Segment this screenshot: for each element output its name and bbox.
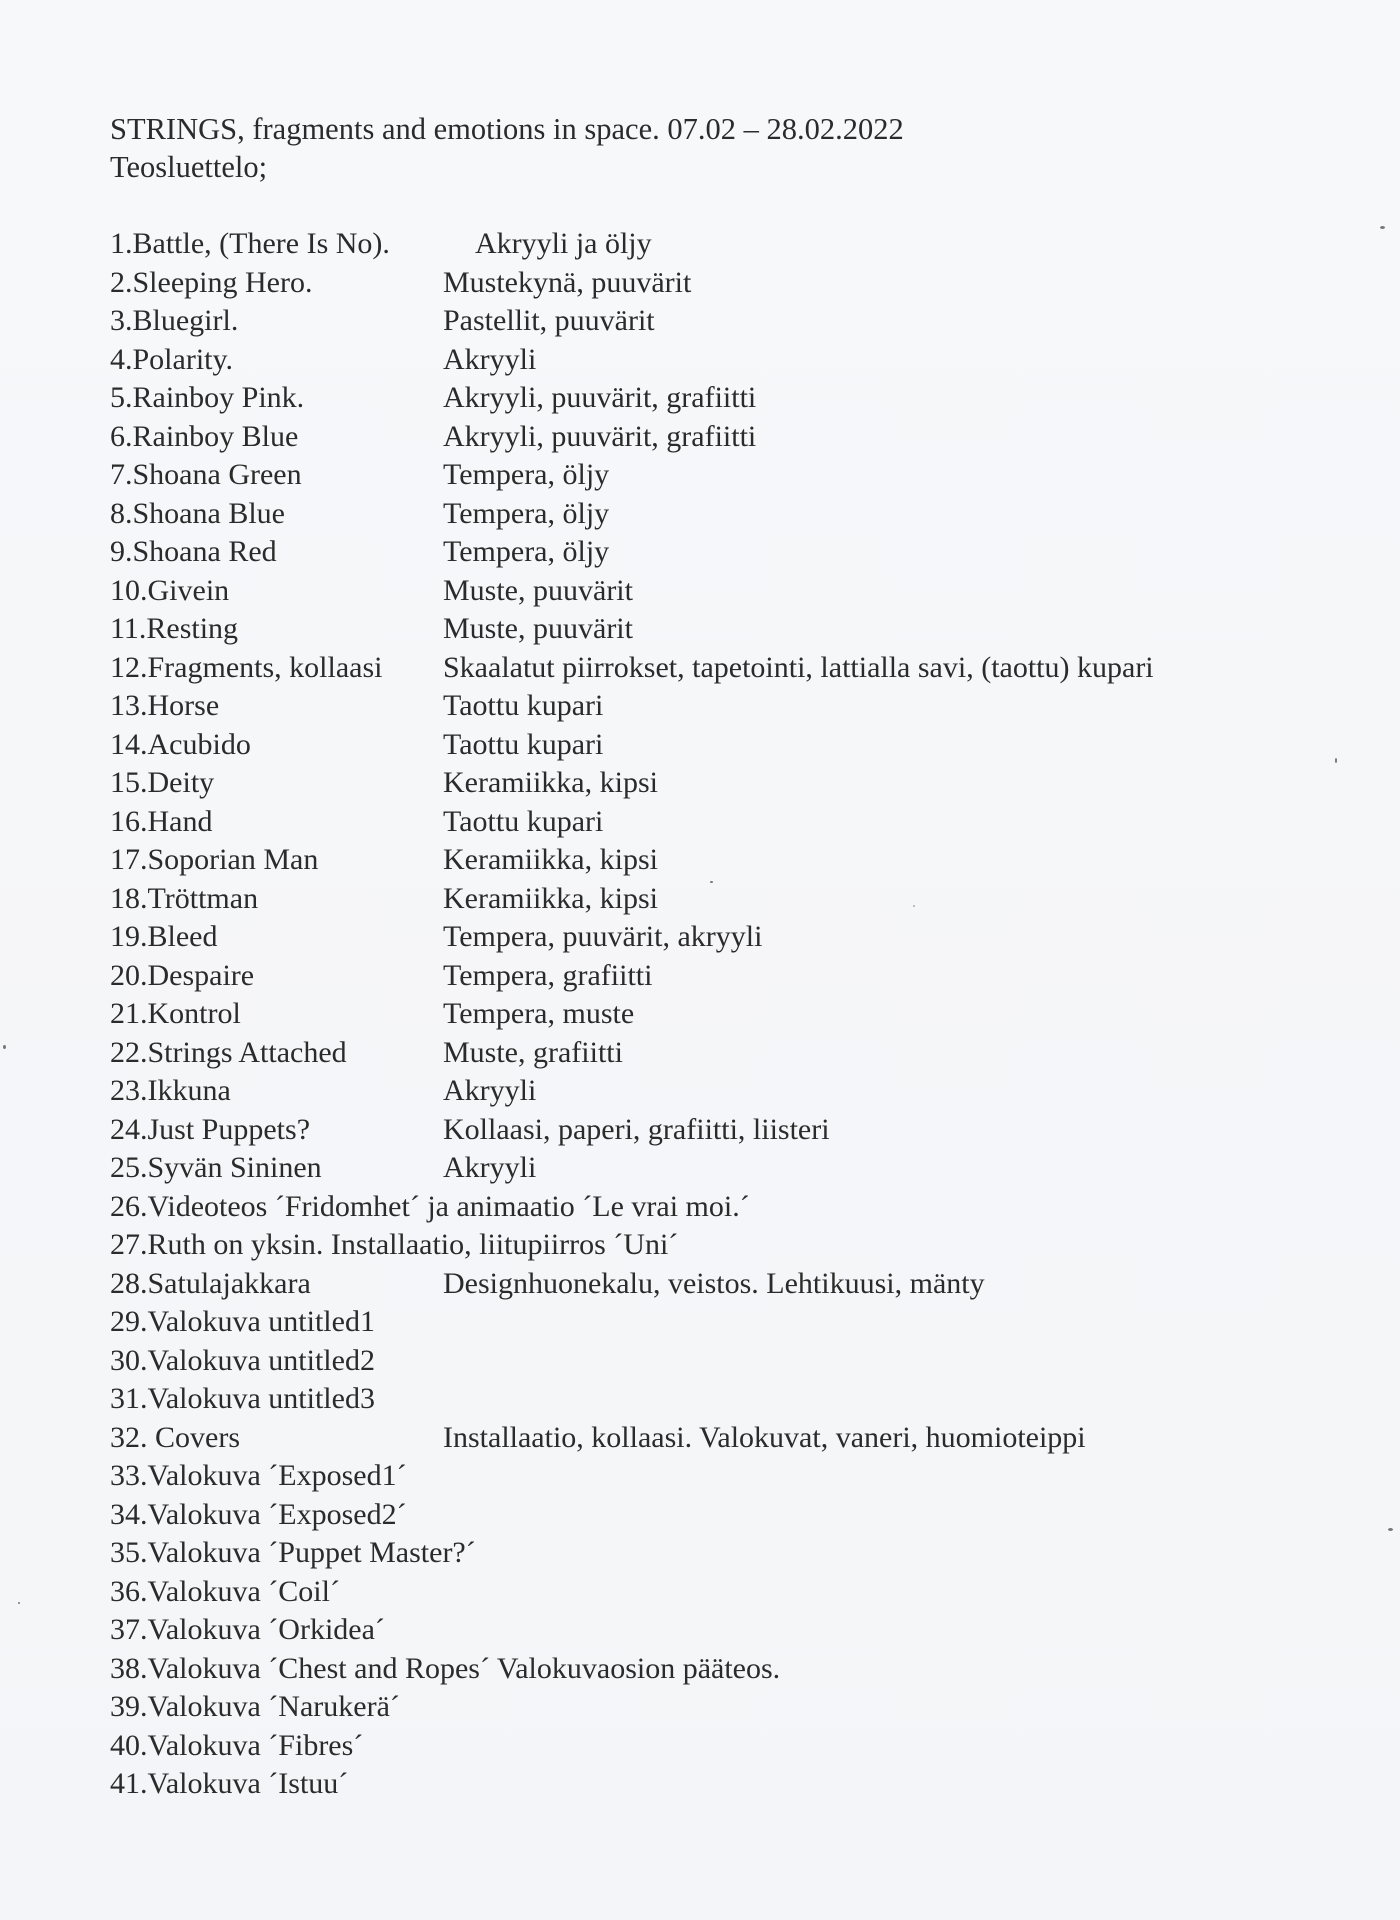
work-item xyxy=(110,495,1310,534)
work-title: 17.Soporian Man xyxy=(110,843,319,876)
work-item xyxy=(110,1496,1310,1535)
work-item xyxy=(110,1727,1310,1766)
work-item xyxy=(110,302,1310,341)
work-title: 37.Valokuva ´Orkidea´ xyxy=(110,1613,385,1646)
work-item xyxy=(110,1534,1310,1573)
work-item xyxy=(110,610,1310,649)
scan-speck xyxy=(710,881,713,883)
work-item xyxy=(110,456,1310,495)
work-title: 16.Hand xyxy=(110,804,213,838)
work-title: 26.Videoteos ´Fridomhet´ ja animaatio ´Le vrai moi.´ xyxy=(110,1189,750,1223)
work-medium: Skaalatut piirrokset, tapetointi, lattialla savi, (taottu) kupari xyxy=(443,650,1154,684)
work-item xyxy=(110,1149,1310,1188)
work-medium: Keramiikka, kipsi xyxy=(443,843,658,876)
work-title: 15.Deity xyxy=(110,766,215,799)
work-item xyxy=(110,1111,1310,1150)
work-medium: Taottu kupari xyxy=(443,804,604,838)
work-medium: Akryyli xyxy=(443,1151,537,1184)
work-item xyxy=(110,533,1310,572)
work-item xyxy=(110,764,1310,803)
work-medium: Tempera, muste xyxy=(443,997,635,1030)
work-medium: Tempera, grafiitti xyxy=(443,958,653,992)
work-item xyxy=(110,572,1310,611)
work-title: 25.Syvän Sininen xyxy=(110,1151,322,1184)
work-item xyxy=(110,1034,1310,1073)
work-title: 21.Kontrol xyxy=(110,997,241,1030)
scan-speck xyxy=(18,1602,20,1604)
work-medium: Installaatio, kollaasi. Valokuvat, vaneri, huomioteippi xyxy=(443,1420,1086,1454)
work-title: 30.Valokuva untitled2 xyxy=(110,1343,375,1377)
scan-speck xyxy=(1335,758,1337,763)
work-medium: Tempera, öljy xyxy=(443,535,610,568)
work-medium: Akryyli, puuvärit, grafiitti xyxy=(443,419,757,453)
work-item xyxy=(110,1303,1310,1342)
work-medium: Muste, puuvärit xyxy=(443,573,633,607)
work-item xyxy=(110,1226,1310,1265)
work-item xyxy=(110,1072,1310,1111)
work-title: 40.Valokuva ´Fibres´ xyxy=(110,1728,364,1762)
work-title: 8.Shoana Blue xyxy=(110,496,285,530)
work-medium: Tempera, öljy xyxy=(443,458,610,491)
document-header xyxy=(110,110,1290,186)
work-medium: Akryyli, puuvärit, grafiitti xyxy=(443,381,757,414)
work-item xyxy=(110,649,1310,688)
work-medium: Akryyli xyxy=(443,1074,537,1107)
work-medium: Pastellit, puuvärit xyxy=(443,304,655,337)
work-title: 28.Satulajakkara xyxy=(110,1266,311,1300)
work-title: 3.Bluegirl. xyxy=(110,304,239,337)
work-item xyxy=(110,841,1310,880)
work-title: 5.Rainboy Pink. xyxy=(110,381,305,414)
work-medium: Taottu kupari xyxy=(443,689,604,722)
works-list xyxy=(110,225,1310,1804)
work-item xyxy=(110,1265,1310,1304)
work-item xyxy=(110,225,1310,264)
work-item xyxy=(110,341,1310,380)
work-title: 27.Ruth on yksin. Installaatio, liitupiirros ´Uni´ xyxy=(110,1228,679,1261)
work-item xyxy=(110,264,1310,303)
work-title: 23.Ikkuna xyxy=(110,1074,231,1107)
work-medium: Mustekynä, puuvärit xyxy=(443,265,692,299)
work-title: 38.Valokuva ´Chest and Ropes´ Valokuvaosion pääteos. xyxy=(110,1651,781,1685)
work-item xyxy=(110,1688,1310,1727)
work-title: 24.Just Puppets? xyxy=(110,1112,311,1146)
work-title: 1.Battle, (There Is No). xyxy=(110,227,390,260)
scan-speck xyxy=(3,1045,6,1049)
work-item xyxy=(110,995,1310,1034)
work-title: 34.Valokuva ´Exposed2´ xyxy=(110,1497,407,1531)
work-item xyxy=(110,379,1310,418)
work-item xyxy=(110,1650,1310,1689)
work-item xyxy=(110,1457,1310,1496)
work-medium: Muste, grafiitti xyxy=(443,1035,623,1069)
work-item xyxy=(110,1611,1310,1650)
work-medium: Muste, puuvärit xyxy=(443,612,633,645)
work-title: 29.Valokuva untitled1 xyxy=(110,1305,375,1338)
work-title: 10.Givein xyxy=(110,573,230,607)
work-medium: Akryyli xyxy=(443,342,537,376)
work-title: 2.Sleeping Hero. xyxy=(110,265,313,299)
work-title: 39.Valokuva ´Narukerä´ xyxy=(110,1690,400,1723)
work-title: 36.Valokuva ´Coil´ xyxy=(110,1574,340,1608)
work-item xyxy=(110,918,1310,957)
work-title: 35.Valokuva ´Puppet Master?´ xyxy=(110,1536,476,1569)
work-medium: Keramiikka, kipsi xyxy=(443,881,658,915)
work-medium: Tempera, öljy xyxy=(443,496,610,530)
work-title: 32. Covers xyxy=(110,1420,240,1454)
scan-speck xyxy=(913,905,915,907)
work-title: 11.Resting xyxy=(110,612,239,645)
work-title: 7.Shoana Green xyxy=(110,458,302,491)
work-item xyxy=(110,1380,1310,1419)
work-item xyxy=(110,418,1310,457)
work-item xyxy=(110,957,1310,996)
work-title: 20.Despaire xyxy=(110,958,255,992)
work-medium: Kollaasi, paperi, grafiitti, liisteri xyxy=(443,1112,830,1146)
work-title: 12.Fragments, kollaasi xyxy=(110,650,383,684)
work-item xyxy=(110,687,1310,726)
work-medium: Tempera, puuvärit, akryyli xyxy=(443,920,763,953)
work-title: 4.Polarity. xyxy=(110,342,234,376)
work-title: 33.Valokuva ´Exposed1´ xyxy=(110,1459,407,1492)
work-title: 19.Bleed xyxy=(110,920,218,953)
work-item xyxy=(110,1573,1310,1612)
scan-speck xyxy=(1380,226,1385,229)
work-title: 14.Acubido xyxy=(110,727,251,761)
work-item xyxy=(110,726,1310,765)
work-title: 22.Strings Attached xyxy=(110,1035,347,1069)
work-item xyxy=(110,880,1310,919)
catalogue-heading: Teosluettelo; xyxy=(110,150,268,184)
work-medium: Akryyli ja öljy xyxy=(475,227,652,260)
scan-speck xyxy=(1388,1528,1393,1531)
work-item xyxy=(110,1419,1310,1458)
work-title: 41.Valokuva ´Istuu´ xyxy=(110,1767,349,1800)
work-title: 9.Shoana Red xyxy=(110,535,277,568)
work-title: 13.Horse xyxy=(110,689,220,722)
work-item xyxy=(110,803,1310,842)
work-medium: Designhuonekalu, veistos. Lehtikuusi, mänty xyxy=(443,1266,985,1300)
work-medium: Keramiikka, kipsi xyxy=(443,766,658,799)
work-title: 18.Tröttman xyxy=(110,881,259,915)
work-medium: Taottu kupari xyxy=(443,727,604,761)
work-title: 31.Valokuva untitled3 xyxy=(110,1382,375,1415)
work-title: 6.Rainboy Blue xyxy=(110,419,299,453)
work-item xyxy=(110,1342,1310,1381)
work-item xyxy=(110,1188,1310,1227)
exhibition-title: STRINGS, fragments and emotions in space. 07.02 – 28.02.2022 xyxy=(110,112,904,146)
work-item xyxy=(110,1765,1310,1804)
